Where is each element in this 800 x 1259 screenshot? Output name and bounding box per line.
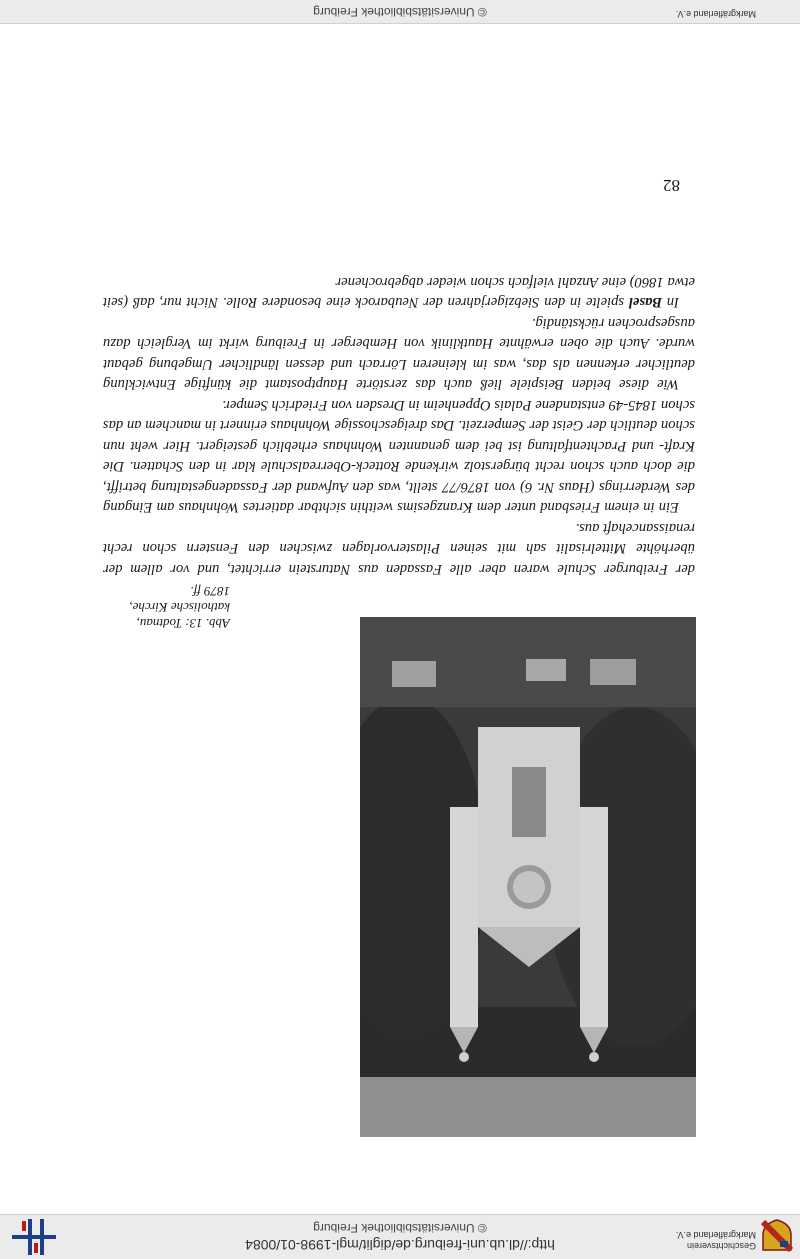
paragraph: In Basel spielte in den Siebzigerjahren der Neubarock eine besondere Rolle. Nicht nur, daß (seit etwa 1860) eine Anzahl vielfach schon wieder abgebrochener bbox=[102, 274, 695, 311]
header-bar bbox=[0, 1214, 800, 1259]
header-copyright: © Universitätsbibliothek Freiburg bbox=[313, 1221, 487, 1235]
figure-caption: Abb. 13: Todtnau, katholische Kirche, 1879 ff. bbox=[129, 584, 230, 631]
church-photograph bbox=[360, 617, 696, 1137]
document-url[interactable]: http://dl.ub.uni-freiburg.de/diglit/mgl-1998-01/0084 bbox=[245, 1237, 555, 1253]
page-number: 82 bbox=[663, 176, 680, 195]
society-name: Geschichtsverein Markgräflerland e.V. bbox=[675, 1230, 756, 1251]
emphasis-basel: Basel bbox=[628, 294, 663, 311]
paragraph: der Freiburger Schule waren aber alle Fassaden aus Naturstein errichtet, und vor allem der überhöhte Mittelrisalit sah mit seinen Pilastervorlagen zwischen den Fenstern schon recht renaissancehaft aus. bbox=[103, 520, 695, 577]
show-through-text bbox=[110, 629, 340, 1099]
paragraph: Ein in einem Friesband unter dem Kranzgesims weithin sichtbar datiertes Wohnhaus am Eingang des Werderrings (Haus Nr. 6) von 1876/77 stellt, was den Aufwand der Fassadengestaltung betrifft, die doch auch schon recht bürgerstolz wirkende Rotteck-Oberrealschule klar in den Schatten. Die Kraft- und Prachtentfaltung ist bei dem genannten Wohnhaus erheblich gesteigert. Hier weht nun schon deutlich der Geist der Semperzeit. Das dreigeschossige Wohnhaus erinnert in manchem an das schon 1845-49 entstandene Palais Oppenheim in Dresden von Friedrich Semper. bbox=[103, 397, 695, 516]
paragraph: Wie diese beiden Beispiele ließ auch das zerstörte Hauptpostamt die künftige Entwicklung deutlicher erkennen als das, was im kleineren Lörrach und dessen ländlicher Umgebung gebaut wurde. Auch die oben erwähnte Hautklinik von Hemberger in Freiburg wirkt im Vergleich dazu ausgesprochen rückständig. bbox=[103, 315, 695, 393]
university-library-logo-icon bbox=[12, 1219, 56, 1255]
footer-copyright: © Universitätsbibliothek Freiburg bbox=[313, 5, 487, 19]
body-text bbox=[103, 272, 695, 580]
footer-society: Markgräflerland e.V. bbox=[675, 9, 756, 19]
footer-bar bbox=[0, 0, 800, 24]
